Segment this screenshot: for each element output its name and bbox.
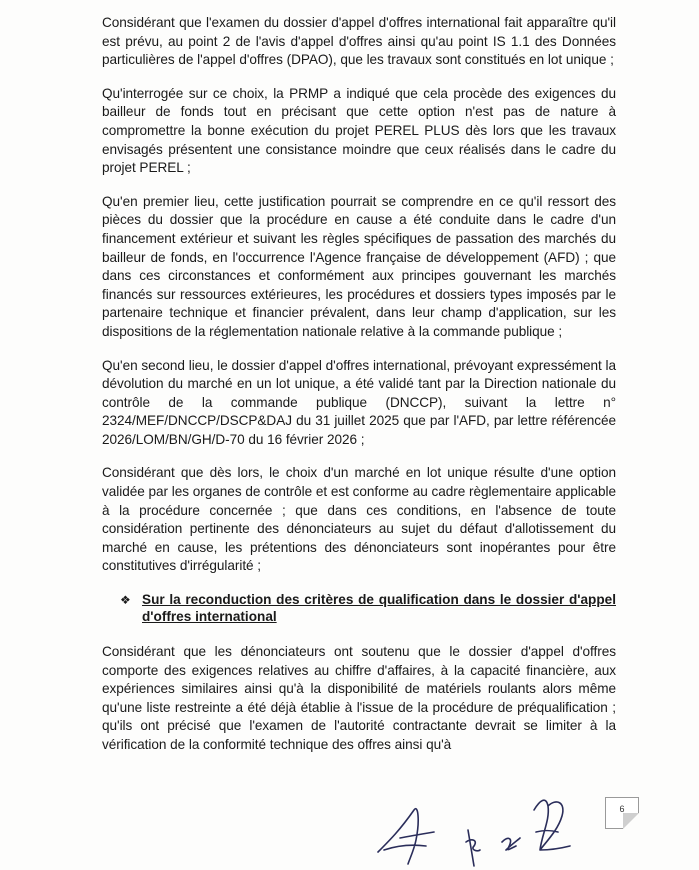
page-corner-fold xyxy=(623,813,639,829)
signature-2 xyxy=(466,830,480,866)
diamond-bullet-icon: ❖ xyxy=(120,593,131,608)
document-body xyxy=(102,14,616,770)
section-heading-text: Sur la reconduction des critères de qualification dans le dossier d'appel d'offres international xyxy=(142,592,616,625)
paragraph-6: Considérant que les dénonciateurs ont soutenu que le dossier d'appel d'offres comporte des exigences relatives au chiffre d'affaires, à la capacité financière, aux expériences similaires ainsi qu'à la disponibilité de matériels roulants alors même qu'une liste restreinte a été déjà établie à l'issue de la procédure de préqualification ; qu'ils ont précisé que l'examen de l'autorité contractante devrait se limiter à la vérification de la conformité technique des offres ainsi qu'à xyxy=(102,644,616,752)
signature-4 xyxy=(534,800,570,850)
paragraph-5: Considérant que dès lors, le choix d'un marché en lot unique résulte d'une option validée par les organes de contrôle et est conforme au cadre règlementaire applicable à la procédure concernée ; que dans ces conditions, en l'absence de toute considération pertinente des dénonciateurs au sujet du défaut d'allotissement du marché en cause, les prétentions des dénonciateurs sont inopérantes pour être constitutives d'irrégularité ; xyxy=(102,465,616,574)
paragraph-1: Considérant que l'examen du dossier d'appel d'offres international fait apparaître qu'il est prévu, au point 2 de l'avis d'appel d'offres ainsi qu'au point IS 1.1 des Données particulières de l'appel d'offres (DPAO), que les travaux sont constitués en lot unique ; xyxy=(102,15,616,68)
signature-3 xyxy=(502,838,520,850)
section-heading xyxy=(102,591,616,625)
paragraph-2: Qu'interrogée sur ce choix, la PRMP a indiqué que cela procède des exigences du bailleur de fonds tout en précisant que cette option n'est pas de nature à compromettre la bonne exécution du projet PEREL PLUS dès lors que les travaux envisagés présentent une consistance moindre que ceux réalisés dans le cadre du projet PEREL ; xyxy=(102,85,616,176)
page-number: 6 xyxy=(619,804,625,814)
page-number-box xyxy=(605,797,639,829)
paragraph-3: Qu'en premier lieu, cette justification pourrait se comprendre en ce qu'il ressort des pièces du dossier que la procédure en cause a été conduite dans le cadre d'un financement extérieur et suivant les règles spécifiques de passation des marchés du bailleur de fonds, en l'occurrence l'Agence française de développement (AFD) ; que dans ces circonstances et conformément aux principes gouvernant les marchés financés sur ressources extérieures, les procédures et dossiers types imposés par le partenaire technique et financier prévalent, dans leur champ d'application, sur les dispositions de la réglementation nationale relative à la commande publique ; xyxy=(102,193,616,339)
handwritten-signatures xyxy=(370,780,590,870)
signature-1 xyxy=(378,809,434,864)
paragraph-4: Qu'en second lieu, le dossier d'appel d'offres international, prévoyant expressément la dévolution du marché en un lot unique, a été validé tant par la Direction nationale du contrôle de la commande publique (DNCCP), suivant la lettre n° 2324/MEF/DNCCP/DSCP&DAJ du 31 juillet 2025 que par l'AFD, par lettre référencée 2026/LOM/BN/GH/D-70 du 16 février 2026 ; xyxy=(102,357,616,447)
